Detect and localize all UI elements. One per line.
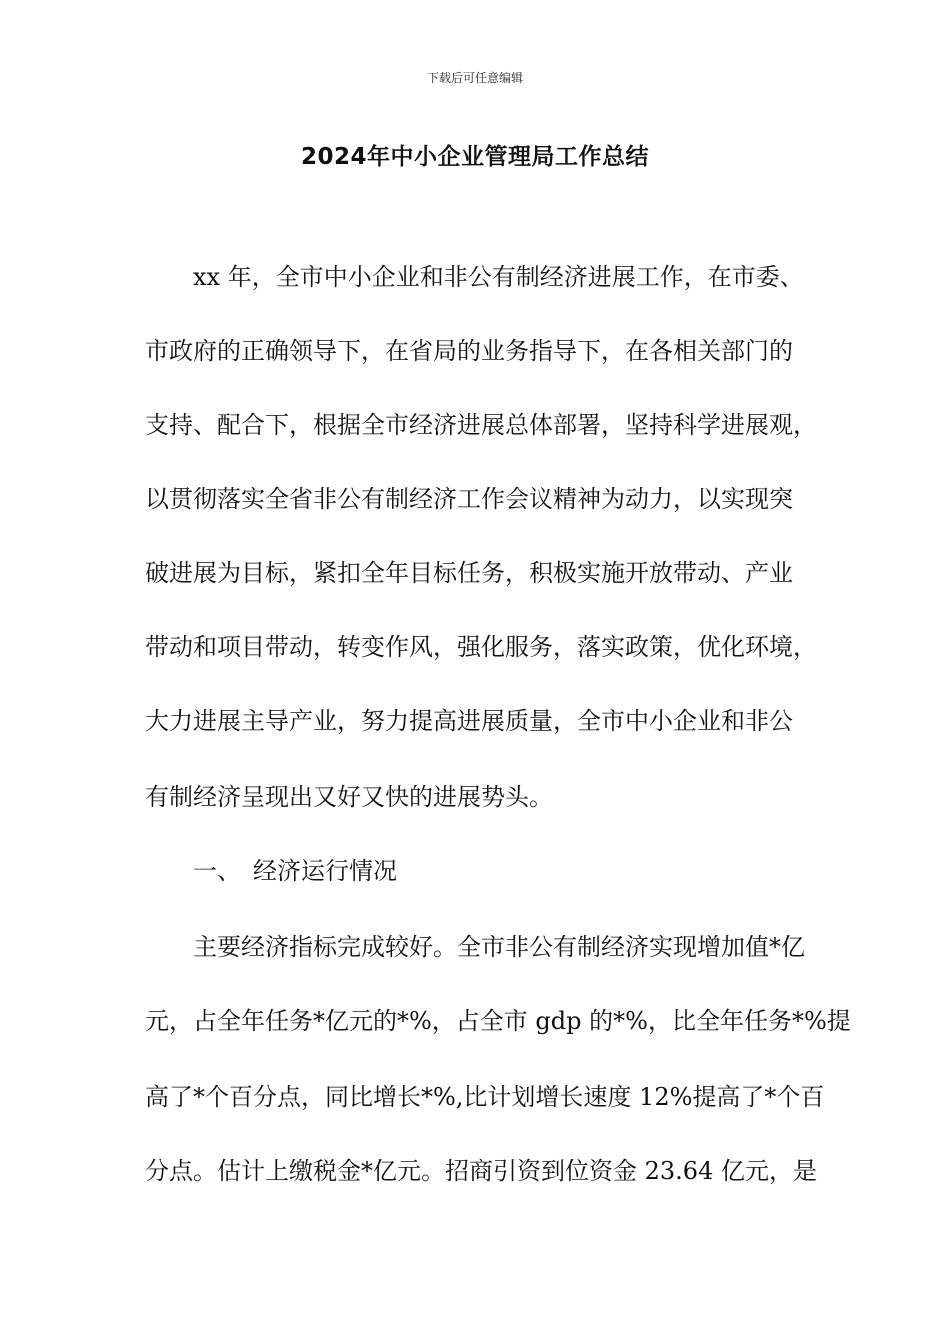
- section-number: 一、: [193, 857, 241, 885]
- paragraph-line: xx 年，全市中小企业和非公有制经济进展工作，在市委、: [193, 263, 804, 291]
- document-title: 2024年中小企业管理局工作总结: [300, 144, 649, 170]
- paragraph-line: 高了*个百分点，同比增长*%,比计划增长速度 12%提高了*个百: [145, 1083, 825, 1111]
- paragraph-line: 带动和项目带动，转变作风，强化服务，落实政策，优化环境，: [145, 633, 817, 661]
- paragraph-line: 分点。估计上缴税金*亿元。招商引资到位资金 23.64 亿元，是: [145, 1157, 817, 1185]
- paragraph-line: 破进展为目标，紧扣全年目标任务，积极实施开放带动、产业: [145, 559, 793, 587]
- paragraph-line: 有制经济呈现出又好又快的进展势头。: [145, 783, 553, 811]
- paragraph-line: 大力进展主导产业，努力提高进展质量，全市中小企业和非公: [145, 707, 793, 735]
- paragraph-line: 市政府的正确领导下，在省局的业务指导下，在各相关部门的: [145, 337, 793, 365]
- header-note: 下载后可任意编辑: [426, 71, 523, 85]
- paragraph-line: 元，占全年任务*亿元的*%，占全市 gdp 的*%，比全年任务*%提: [145, 1007, 851, 1035]
- paragraph-line: 以贯彻落实全省非公有制经济工作会议精神为动力，以实现突: [145, 485, 793, 513]
- paragraph-line: 支持、配合下，根据全市经济进展总体部署，坚持科学进展观，: [145, 411, 817, 439]
- paragraph-line: 主要经济指标完成较好。全市非公有制经济实现增加值*亿: [193, 933, 805, 961]
- section-heading: 经济运行情况: [253, 857, 397, 885]
